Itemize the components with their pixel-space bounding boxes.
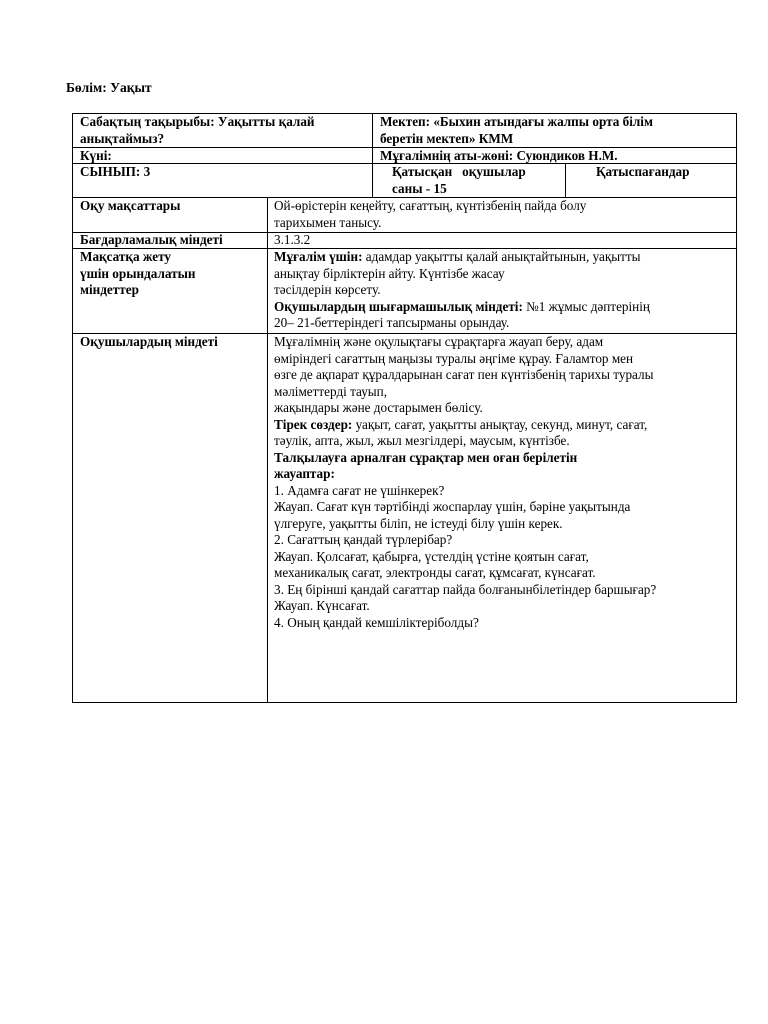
attended-count: Қатысқан оқушылар саны - 15 (392, 164, 526, 196)
tasks-label: Мақсатқа жету үшін орындалатын міндеттер (80, 249, 196, 297)
column-divider (372, 113, 373, 197)
class-label: СЫНЫП: 3 (80, 164, 151, 179)
lesson-topic: Сабақтың тақырыбы: Уақытты қалай анықтаймыз? (80, 114, 315, 146)
date-label: Күні: (80, 148, 112, 163)
school-name: Мектеп: «Быхин атындағы жалпы орта білім беретін мектеп» КММ (380, 114, 653, 146)
students-label: Оқушылардың міндеті (80, 334, 218, 349)
goals-text: Ой-өрістерін кеңейту, сағаттың, күнтізбенің пайда болу тарихымен танысу. (274, 198, 587, 230)
column-divider (565, 163, 566, 197)
absent-label: Қатыспағандар (596, 164, 690, 179)
program-value: 3.1.3.2 (274, 232, 311, 247)
teacher-name: Мұғалімнің аты-жөні: Суюндиков Н.М. (380, 148, 618, 163)
column-divider (267, 197, 268, 703)
students-text: Мұғалімнің және оқулықтағы сұрақтарға жауап беру, адам өміріндегі сағаттың маңызы туралы әңгіме құрау. Ғаламтор мен өзге де ақпарат құралдарынан сағат пен күнтізбенің тарихы туралы мәліметтерді тауып, жақындары және достарымен бөлісу. Тірек сөздер: уақыт, сағат, уақытты анықтау, секунд, минут, сағат, тәулік, апта, жыл, жыл мезгілдері, маусым, күнтізбе. Талқылауға арналған сұрақтар мен оған берілетін жауаптар: 1. Адамға сағат не үшінкерек? Жауап. Сағат күн тәртібінді жоспарлау үшін, бәріне уақытында үлгеруге, уақытты біліп, не істеуді білу үшін керек. 2. Сағаттың қандай түрлерібар? Жауап. Қолсағат, қабырға, үстелдің үстіне қоятын сағат, механикалық сағат, электронды сағат, құмсағат, күнсағат. 3. Ең бірінші қандай сағаттар пайда болғанынбілетіндер баршығар? Жауап. Күнсағат. 4. Оның қандай кемшіліктеріболды? (274, 334, 657, 630)
tasks-text: Мұғалім үшін: адамдар уақытты қалай анықтайтынын, уақытты анықтау бірліктерін айту. Күнтізбе жасау тәсілдерін көрсету. Оқушылардың шығармашылық міндеті: №1 жұмыс дәптерінің 20– 21-беттеріндегі тапсырманы орындау. (274, 249, 650, 330)
program-label: Бағдарламалық міндеті (80, 232, 223, 247)
goals-label: Оқу мақсаттары (80, 198, 181, 213)
section-title: Бөлім: Уақыт (66, 80, 152, 95)
